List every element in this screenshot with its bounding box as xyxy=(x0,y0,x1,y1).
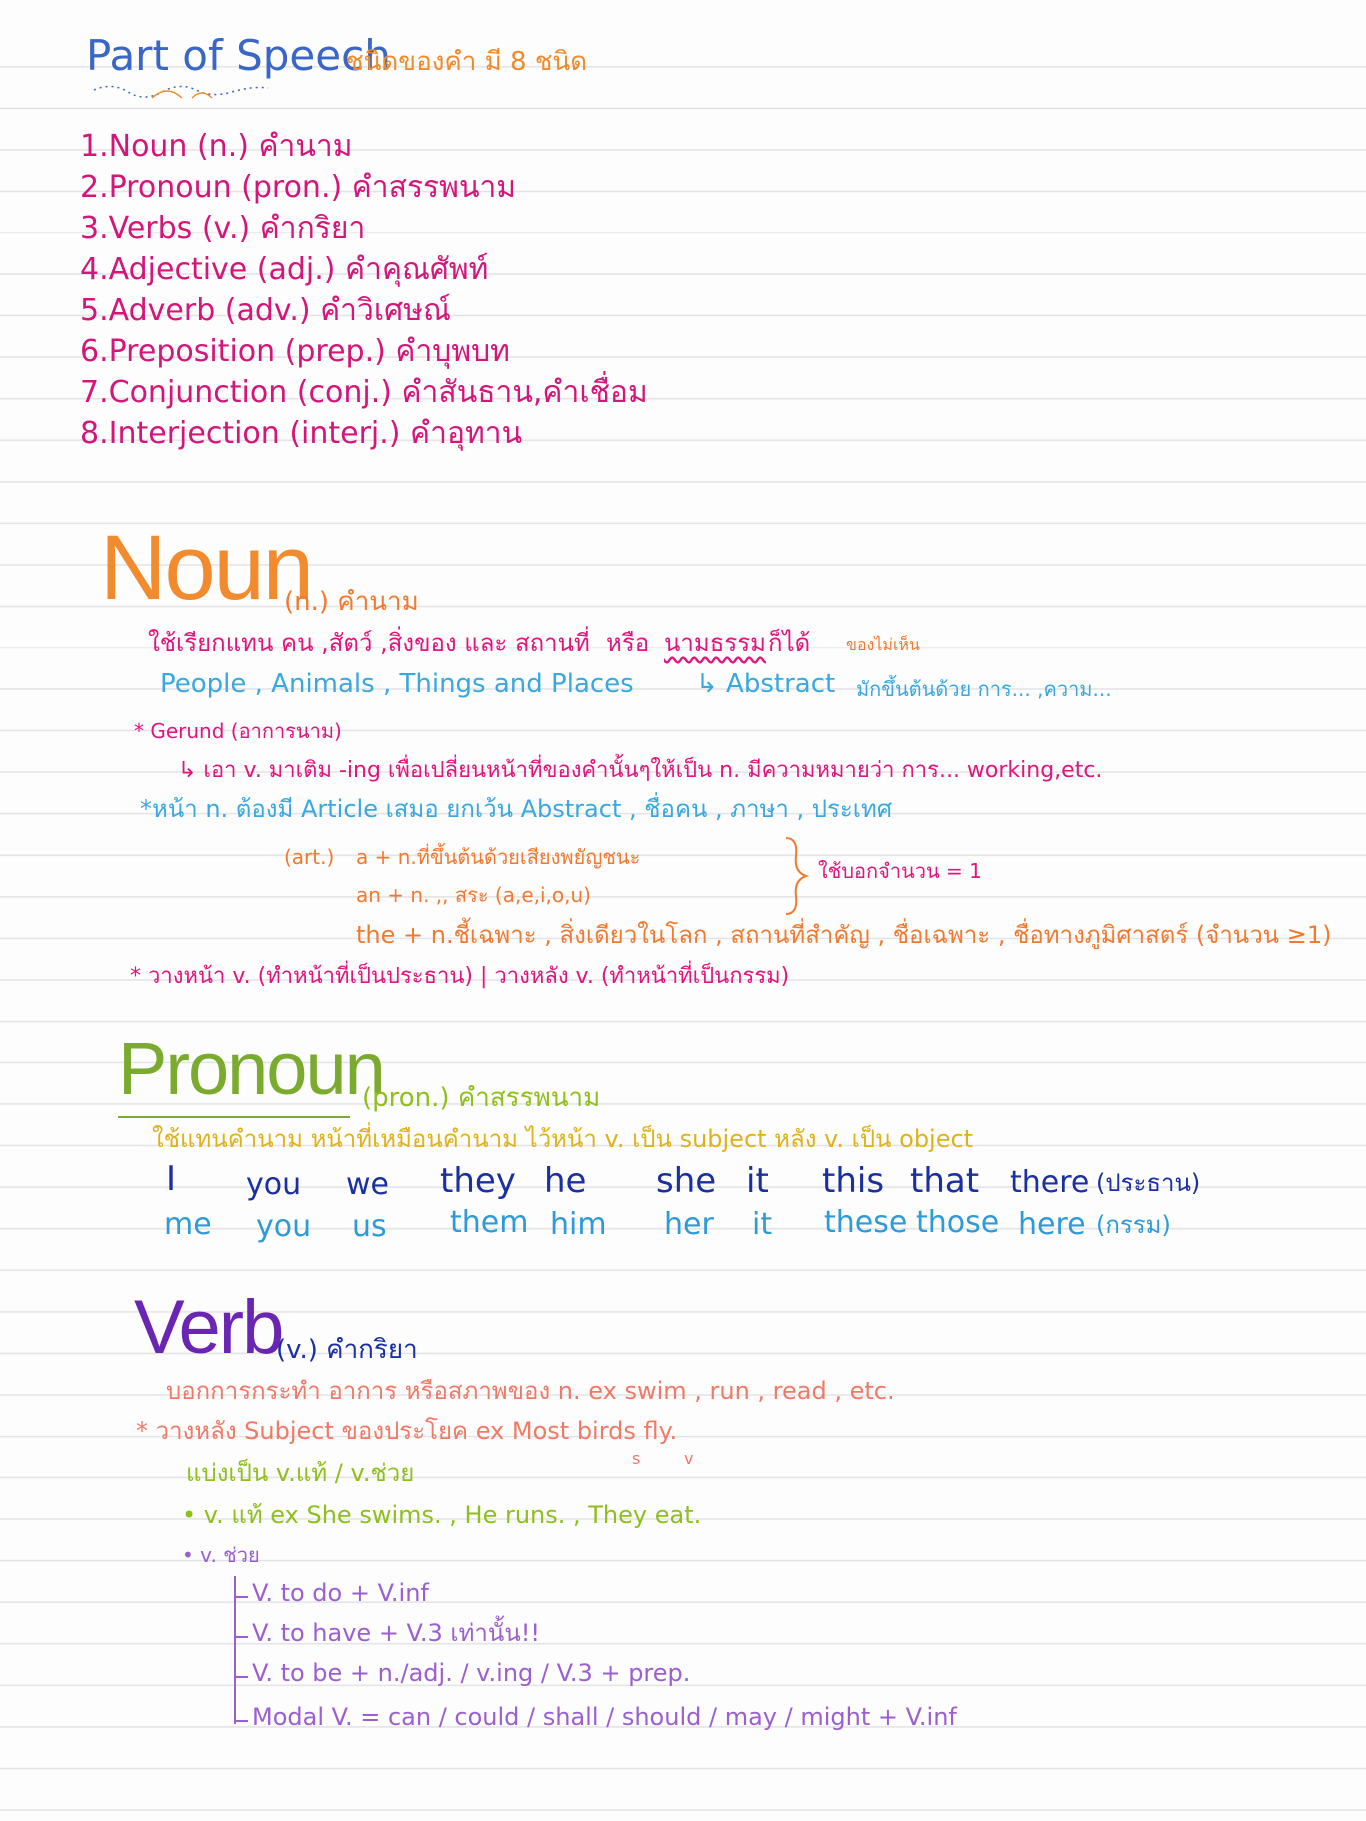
aux-verb-item: V. to have + V.3 เท่านั้น!! xyxy=(252,1619,540,1647)
article-label: (art.) xyxy=(284,845,335,869)
noun-small-note: ของไม่เห็น xyxy=(846,635,920,654)
pronoun-description: ใช้แทนคำนาม หน้าที่เหมือนคำนาม ไว้หน้า v. เป็น subject หลัง v. เป็น object xyxy=(152,1125,974,1153)
pronoun-word: she xyxy=(656,1161,717,1201)
pronoun-word: there xyxy=(1010,1165,1090,1200)
noun-english-categories: People , Animals , Things and Places xyxy=(160,669,634,699)
noun-definition: ใช้เรียกแทน คน ,สัตว์ ,สิ่งของ และ สถานที่ xyxy=(148,629,590,657)
pronoun-word: him xyxy=(550,1207,607,1242)
verb-types: แบ่งเป็น v.แท้ / v.ช่วย xyxy=(186,1459,415,1487)
verb-heading: Verb xyxy=(134,1285,283,1370)
page-subtitle: ชนิดของคำ มี 8 ชนิด xyxy=(346,47,588,77)
aux-bracket-tick xyxy=(234,1720,248,1722)
list-item: 6.Preposition (prep.) คำบุพบท xyxy=(80,334,510,369)
pronoun-word: they xyxy=(440,1161,516,1201)
list-item: 3.Verbs (v.) คำกริยา xyxy=(80,211,366,246)
pronoun-word: that xyxy=(910,1161,980,1201)
article-brace-note: ใช้บอกจำนวน = 1 xyxy=(818,859,982,883)
noun-position-rule: * วางหน้า v. (ทำหน้าที่เป็นประธาน) | วางหลัง v. (ทำหน้าที่เป็นกรรม) xyxy=(130,964,790,989)
aux-bracket-tick xyxy=(234,1636,248,1638)
noun-abbr: (n.) คำนาม xyxy=(284,587,419,617)
list-item: 7.Conjunction (conj.) คำสันธาน,คำเชื่อม xyxy=(80,375,648,410)
verb-description: บอกการกระทำ อาการ หรือสภาพของ n. ex swim , run , read , etc. xyxy=(166,1377,895,1405)
verb-abbr: (v.) คำกริยา xyxy=(276,1335,418,1365)
pronoun-word: you xyxy=(246,1167,302,1202)
pronoun-heading: Pronoun xyxy=(118,1027,384,1110)
aux-bracket-tick xyxy=(234,1676,248,1678)
subject-note: (ประธาน) xyxy=(1096,1169,1201,1197)
pronoun-word: he xyxy=(544,1161,587,1201)
verb-rule-verb-mark: v xyxy=(684,1449,694,1468)
pronoun-word: we xyxy=(346,1167,389,1202)
noun-heading: Noun xyxy=(100,517,312,619)
aux-bracket-tick xyxy=(234,1596,248,1598)
pronoun-word: it xyxy=(746,1161,769,1201)
pronoun-word: her xyxy=(664,1207,714,1242)
pronoun-abbr: (pron.) คำสรรพนาม xyxy=(362,1083,601,1113)
pronoun-word: us xyxy=(352,1209,387,1244)
aux-verb-item: V. to do + V.inf xyxy=(252,1579,429,1607)
pronoun-heading-underline xyxy=(118,1116,350,1118)
aux-verb-title: • v. ช่วย xyxy=(182,1543,260,1567)
page-title: Part of Speech xyxy=(86,31,391,80)
pronoun-word: them xyxy=(450,1205,529,1240)
list-item: 2.Pronoun (pron.) คำสรรพนาม xyxy=(80,170,517,205)
article-rule: *หน้า n. ต้องมี Article เสมอ ยกเว้น Abstract , ชื่อคน , ภาษา , ประเทศ xyxy=(140,795,893,823)
pronoun-word: this xyxy=(822,1161,885,1201)
list-item: 5.Adverb (adv.) คำวิเศษณ์ xyxy=(80,293,451,328)
pronoun-word: those xyxy=(916,1205,1000,1240)
pronoun-word: these xyxy=(824,1205,908,1240)
aux-verb-item: Modal V. = can / could / shall / should / may / might + V.inf xyxy=(252,1703,957,1731)
pronoun-word: it xyxy=(752,1207,773,1242)
article-a-rule: a + n.ที่ขึ้นต้นด้วยเสียงพยัญชนะ xyxy=(356,845,641,869)
list-item: 1.Noun (n.) คำนาม xyxy=(80,129,353,164)
gerund-description: ↳ เอา v. มาเติม -ing เพื่อเปลี่ยนหน้าที่ของคำนั้นๆให้เป็น n. มีความหมายว่า การ... working,etc. xyxy=(178,758,1103,783)
list-item: 8.Interjection (interj.) คำอุทาน xyxy=(80,416,523,451)
article-an-rule: an + n. ,, สระ (a,e,i,o,u) xyxy=(356,883,591,907)
noun-abstract-label: ↳ Abstract xyxy=(696,669,836,699)
pronoun-word: I xyxy=(166,1159,177,1199)
pronoun-word: you xyxy=(256,1209,312,1244)
noun-abstract-word: นามธรรม xyxy=(664,629,766,657)
pronoun-word: here xyxy=(1018,1207,1086,1242)
noun-or: หรือ xyxy=(606,629,650,657)
article-the-rule: the + n.ชี้เฉพาะ , สิ่งเดียวในโลก , สถานที่สำคัญ , ชื่อเฉพาะ , ชื่อทางภูมิศาสตร์ (จำนวน ≥1) xyxy=(356,921,1332,949)
list-item: 4.Adjective (adj.) คำคุณศัพท์ xyxy=(80,252,489,287)
noun-abstract-note: มักขึ้นต้นด้วย การ... ,ความ... xyxy=(856,677,1112,701)
title-swirl-decoration xyxy=(92,80,292,104)
noun-definition-end: ก็ได้ xyxy=(768,629,811,657)
gerund-title: * Gerund (อาการนาม) xyxy=(134,719,342,743)
verb-position-rule: * วางหลัง Subject ของประโยค ex Most birds fly. xyxy=(136,1417,678,1445)
main-verb-examples: • v. แท้ ex She swims. , He runs. , They eat. xyxy=(182,1501,702,1529)
aux-verb-item: V. to be + n./adj. / v.ing / V.3 + prep. xyxy=(252,1659,691,1687)
aux-bracket xyxy=(234,1576,236,1724)
pronoun-word: me xyxy=(164,1207,212,1242)
object-note: (กรรม) xyxy=(1096,1211,1171,1239)
article-brace xyxy=(782,836,812,916)
verb-rule-subject-mark: s xyxy=(632,1449,641,1468)
